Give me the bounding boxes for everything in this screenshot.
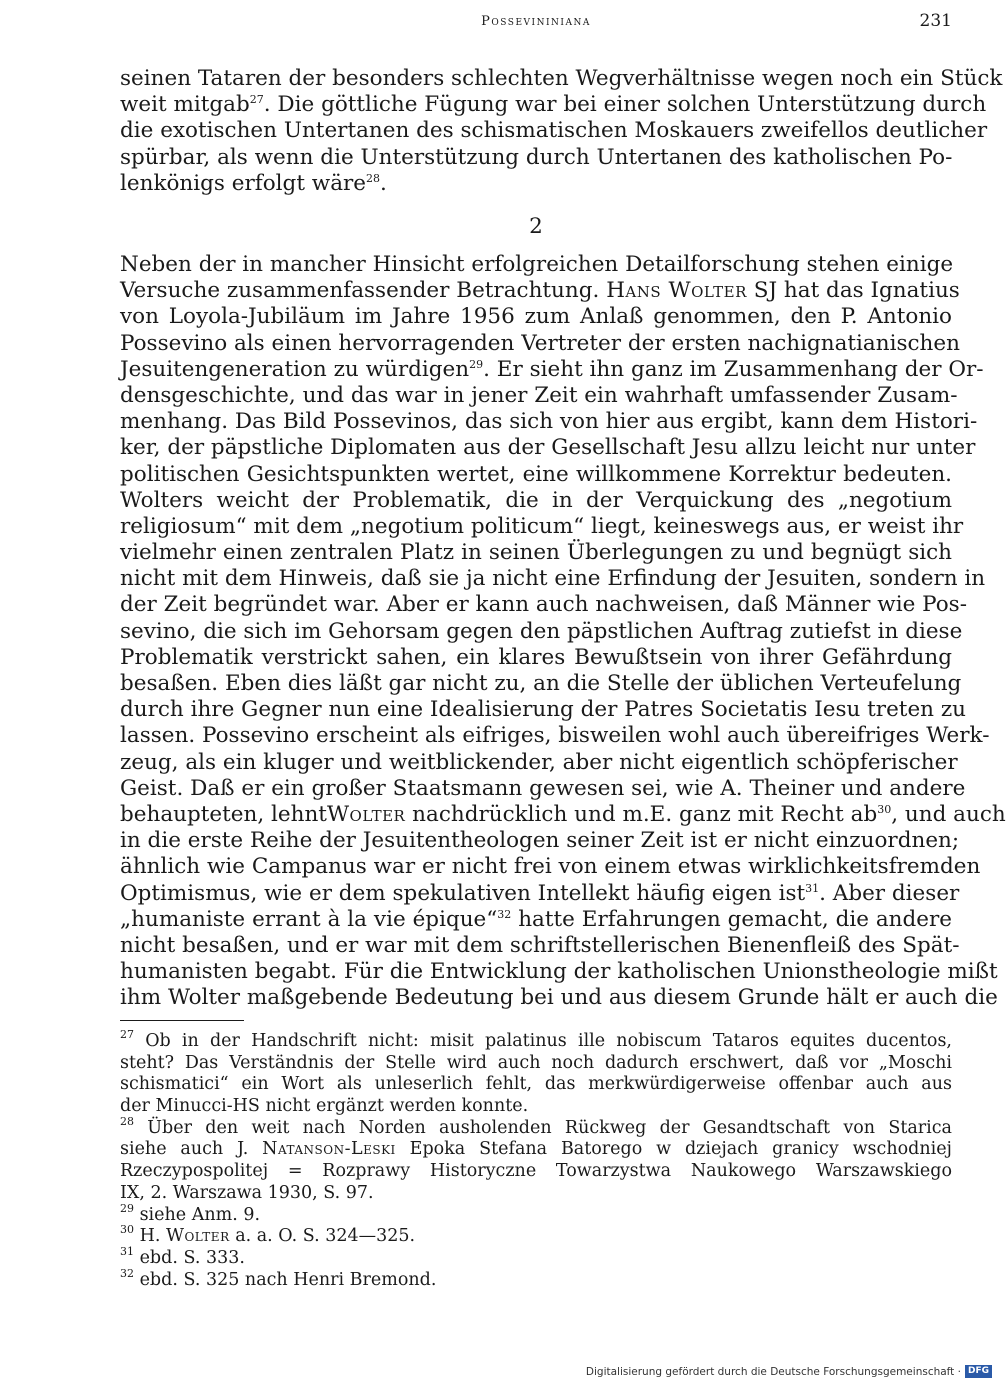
footnote-divider [120, 1020, 244, 1021]
footnote-29: $^{29}$ siehe Anm. 9. [120, 1201, 261, 1225]
text-line: sevino, die sich im Gehorsam gegen den päpstlichen Auftrag zutiefst in diese [120, 618, 963, 644]
text-line: Versuche zusammenfassender Betrachtung. Hans Wolter SJ hat das Ignatius [120, 278, 960, 304]
text-line: ähnlich wie Campanus war er nicht frei von einem etwas wirklichkeitsfremden [120, 854, 981, 880]
footnote-31: $^{31}$ ebd. S. 333. [120, 1244, 245, 1268]
footnote-line: steht? Das Verständnis der Stelle wird auch noch dadurch erschwert, daß vor „Moschi [120, 1052, 952, 1073]
text-line: Jesuitengeneration zu würdigen$^{29}$. Er sieht ihn ganz im Zusammenhang der Or- [120, 356, 984, 382]
footnote-ref-31: 31 [805, 881, 820, 895]
text-line: densgeschichte, und das war in jener Zeit ein wahrhaft umfassender Zusam- [120, 382, 958, 408]
text-line: lassen. Possevino erscheint als eifriges, bisweilen wohl auch übereifriges Werk- [120, 723, 990, 749]
dfg-logo: DFG [965, 1365, 992, 1378]
paragraph-main [120, 252, 1006, 1011]
text-line: vielmehr einen zentralen Platz in seinen Überlegungen zu und begnügt sich [120, 540, 952, 566]
text-line: Possevino als einen hervorragenden Vertreter der ersten nachignatianischen [120, 330, 960, 356]
text-line: durch ihre Gegner nun eine Idealisierung der Patres Societatis Iesu treten zu [120, 697, 967, 723]
footnote-ref-30: 30 [877, 802, 892, 816]
text-line: humanisten begabt. Für die Entwicklung der katholischen Unionstheologie mißt [120, 959, 998, 985]
footnote-32: $^{32}$ ebd. S. 325 nach Henri Bremond. [120, 1266, 437, 1290]
footnote-line: der Minucci-HS nicht ergänzt werden konnte. [120, 1096, 529, 1117]
text-line: behaupteten, lehntWolter nachdrücklich und m.E. ganz mit Recht $ab^{30}$, und auch [120, 801, 1006, 827]
footnote-ref-32: 32 [497, 907, 512, 921]
footnote-27: $^{27}$ Ob in der Handschrift nicht: misit palatinus ille nobiscum Tataros equites ducentos, [120, 1028, 952, 1051]
text-line: religiosum“ mit dem „negotium politicum“ liegt, keineswegs aus, er weist ihr [120, 513, 964, 539]
text-line: ihm Wolter maßgebende Bedeutung bei und aus diesem Grunde hält er auch die [120, 985, 998, 1011]
text-line: „humaniste errant à la vie épique“$^{32}$ hatte Erfahrungen gemacht, die andere [120, 906, 953, 932]
paragraph-continuation [120, 66, 1003, 197]
author-name: Wolter [326, 801, 406, 827]
text-line: Optimismus, wie er dem spekulativen Intellekt häufig eigen ist$^{31}$. Aber dieser [120, 880, 960, 906]
footnote-ref-27: 27 [249, 93, 264, 107]
page-number: 231 [919, 11, 952, 31]
text-line: lenkönigs erfolgt wäre$^{28}$. [120, 170, 387, 196]
credit-text: Digitalisierung gefördert durch die Deutsche Forschungsgemeinschaft · [585, 1365, 961, 1378]
text-line: Geist. Daß er ein großer Staatsmann gewesen sei, wie A. Theiner und andere [120, 775, 966, 801]
footnote-line: siehe auch J. Natanson-Leski Epoka Stefana Batorego w dziejach granicy wschodniej [120, 1139, 952, 1160]
running-title: Possevininiana [481, 14, 591, 29]
running-head [120, 11, 952, 44]
author-name: Hans Wolter [606, 278, 747, 304]
text-line: die exotischen Untertanen des schismatischen Moskauers zweifellos deutlicher [120, 118, 988, 144]
text-line: zeug, als ein kluger und weitblickender, aber nicht eigentlich schöpferischer [120, 749, 958, 775]
text-line: ker, der päpstliche Diplomaten aus der Gesellschaft Jesu allzu leicht nur unter [120, 435, 976, 461]
text-line: nicht mit dem Hinweis, daß sie ja nicht eine Erfindung der Jesuiten, sondern in [120, 566, 986, 592]
footnote-30: $^{30}$ H. Wolter a. a. O. S. 324—325. [120, 1223, 416, 1247]
footnote-ref-29: 29 [469, 357, 484, 371]
text-line: von Loyola-Jubiläum im Jahre 1956 zum Anlaß genommen, den P. Antonio [120, 304, 952, 330]
section-number: 2 [529, 214, 543, 239]
footnote-line: Rzeczypospolitej = Rozprawy Historyczne Towarzystwa Naukowego Warszawskiego [120, 1161, 952, 1182]
text-line: in die erste Reihe der Jesuitentheologen seiner Zeit ist er nicht einzuordnen; [120, 828, 960, 854]
text-line: nicht besaßen, und er war mit dem schriftstellerischen Bienenfleiß des Spät- [120, 932, 960, 958]
text-line: weit mitgab$^{27}$. Die göttliche Fügung war bei einer solchen Unterstützung durch [120, 92, 987, 118]
footnote-28: $^{28}$ Über den weit nach Norden ausholenden Rückweg der Gesandtschaft von Starica [120, 1114, 952, 1138]
footnote-line: schismatici“ ein Wort als unleserlich fehlt, das merkwürdigerweise offenbar auch aus [120, 1074, 952, 1095]
text-line: politischen Gesichtspunkten wertet, eine willkommene Korrektur bedeuten. [120, 461, 952, 487]
digitization-credit [586, 1365, 992, 1378]
text-line: Neben der in mancher Hinsicht erfolgreichen Detailforschung stehen einige [120, 252, 954, 277]
text-line: besaßen. Eben dies läßt gar nicht zu, an die Stelle der üblichen Verteufelung [120, 671, 962, 696]
text-line: Wolters weicht der Problematik, die in der Verquickung des „negotium [120, 487, 952, 513]
text-line: seinen Tataren der besonders schlechten Wegverhältnisse wegen noch ein Stück [120, 66, 1003, 91]
text-line: spürbar, als wenn die Unterstützung durch Untertanen des katholischen Po- [120, 144, 953, 170]
footnotes [120, 1028, 952, 1291]
text-line: der Zeit begründet war. Aber er kann auch nachweisen, daß Männer wie Pos- [120, 592, 967, 618]
text-line: menhang. Das Bild Possevinos, das sich von hier aus ergibt, kann dem Histori- [120, 409, 978, 435]
footnote-ref-28: 28 [366, 171, 381, 185]
footnote-line: IX, 2. Warszawa 1930, S. 97. [120, 1182, 374, 1203]
text-line: Problematik verstrickt sahen, ein klares Bewußtsein von ihrer Gefährdung [120, 644, 952, 670]
